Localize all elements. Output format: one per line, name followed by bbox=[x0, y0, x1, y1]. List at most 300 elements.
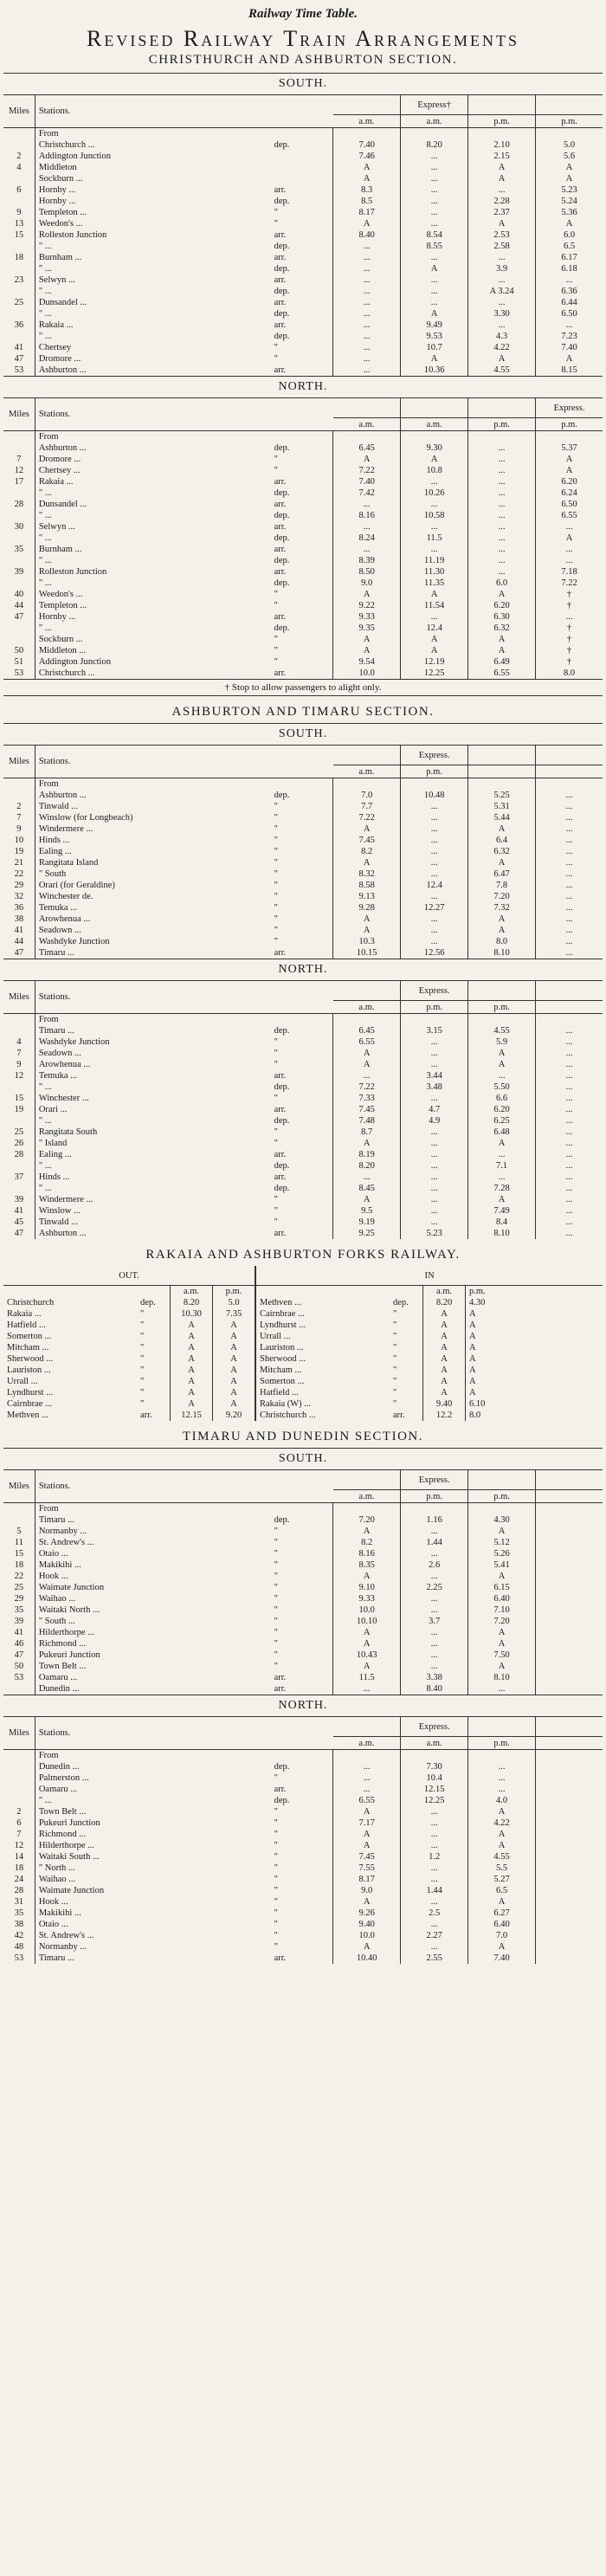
time-cell: 12.4 bbox=[401, 880, 468, 891]
station-name: Winchester de. bbox=[38, 892, 93, 901]
time-cell: 2.5 bbox=[401, 1908, 468, 1919]
time-cell: A bbox=[333, 1661, 401, 1672]
station-name: " South bbox=[38, 869, 67, 879]
time-cell: A bbox=[333, 173, 401, 184]
time-cell: ... bbox=[565, 881, 573, 890]
mileage-cell bbox=[3, 790, 35, 801]
mileage-cell: 46 bbox=[3, 1638, 35, 1650]
mileage-cell: 53 bbox=[3, 1953, 35, 1964]
table-row bbox=[3, 1571, 603, 1582]
table-row bbox=[3, 353, 603, 365]
time-cell: ... bbox=[401, 1048, 468, 1059]
arr-dep-cell: arr. bbox=[271, 229, 333, 241]
table-row bbox=[3, 263, 603, 274]
time-cell: 8.55 bbox=[401, 241, 468, 252]
time-cell: A bbox=[171, 1331, 213, 1342]
table-row bbox=[3, 1331, 603, 1342]
time-cell: ... bbox=[333, 263, 401, 274]
mileage-cell: 35 bbox=[3, 1908, 35, 1919]
station-name: Windermere ... bbox=[38, 1195, 93, 1204]
time-cell: 5.6 bbox=[563, 152, 576, 161]
time-cell: ... bbox=[401, 1205, 468, 1217]
time-cell: 10.0 bbox=[333, 1930, 401, 1941]
station-name: Rolleston Junction bbox=[38, 567, 107, 577]
table-row bbox=[3, 1750, 603, 1762]
time-cell bbox=[536, 1863, 603, 1874]
time-cell bbox=[333, 128, 401, 140]
time-cell: ... bbox=[401, 476, 468, 487]
time-cell: 7.0 bbox=[468, 1930, 536, 1941]
time-cell: ... bbox=[565, 522, 573, 532]
time-cell bbox=[536, 1795, 603, 1806]
time-cell: 8.20 bbox=[423, 1297, 466, 1308]
station-name: Tinwald ... bbox=[38, 802, 78, 811]
arr-dep-cell: arr. bbox=[271, 297, 333, 308]
time-cell: ... bbox=[565, 1082, 573, 1092]
time-cell bbox=[536, 1761, 603, 1772]
time-cell: ... bbox=[401, 218, 468, 229]
period-label: p.m. bbox=[468, 1737, 536, 1750]
station-name: Seadown ... bbox=[38, 1049, 81, 1058]
time-cell: A bbox=[468, 634, 536, 645]
table-row bbox=[3, 487, 603, 499]
station-name: Seadown ... bbox=[38, 926, 81, 935]
table-row bbox=[3, 139, 603, 151]
station-name: Hatfield ... bbox=[7, 1320, 46, 1330]
time-cell: 7.32 bbox=[468, 902, 536, 914]
station-name: " ... bbox=[38, 332, 52, 341]
arr-dep-cell: " bbox=[271, 1772, 333, 1784]
time-cell bbox=[536, 1514, 603, 1526]
time-cell: A bbox=[468, 645, 536, 656]
station-name: Selwyn ... bbox=[38, 275, 75, 285]
mileage-cell: 18 bbox=[3, 252, 35, 263]
mileage-cell bbox=[3, 1683, 35, 1695]
station-name: " ... bbox=[38, 1116, 52, 1126]
period-label: p.m. bbox=[468, 115, 536, 128]
station-name: St. Andrew's ... bbox=[38, 1538, 94, 1547]
time-cell: 7.45 bbox=[333, 1104, 401, 1115]
time-cell: ... bbox=[401, 1548, 468, 1559]
time-cell: 6.40 bbox=[468, 1919, 536, 1930]
mileage-cell: 40 bbox=[3, 589, 35, 600]
time-cell: 5.44 bbox=[468, 812, 536, 823]
time-cell: A bbox=[468, 823, 536, 835]
time-cell: A bbox=[333, 1840, 401, 1851]
time-cell: ... bbox=[565, 1172, 573, 1182]
table-row bbox=[3, 274, 603, 286]
period-row bbox=[3, 1286, 603, 1298]
leader-dots bbox=[365, 1353, 390, 1365]
timetable-block-b bbox=[0, 1430, 606, 1964]
arr-dep-cell: " bbox=[271, 823, 333, 835]
station-name: Christchurch ... bbox=[38, 668, 95, 678]
period-label bbox=[536, 1490, 603, 1503]
time-cell: A bbox=[468, 1571, 536, 1582]
time-cell: ... bbox=[333, 365, 401, 376]
table-row bbox=[3, 1081, 603, 1093]
leader-dots bbox=[113, 1387, 137, 1398]
time-cell: ... bbox=[401, 611, 468, 623]
time-cell: A bbox=[401, 308, 468, 320]
station-name: Waitaki South ... bbox=[38, 1852, 100, 1862]
time-cell: ... bbox=[565, 813, 573, 823]
time-cell: 11.19 bbox=[401, 555, 468, 566]
time-cell: A bbox=[469, 1377, 476, 1386]
station-name: Templeton ... bbox=[38, 208, 87, 217]
time-cell: 2.53 bbox=[468, 229, 536, 241]
station-name: Burnham ... bbox=[38, 253, 82, 262]
time-cell: A bbox=[468, 1661, 536, 1672]
time-cell: ... bbox=[468, 1683, 536, 1695]
table-row bbox=[3, 1104, 603, 1115]
table-header-row bbox=[3, 1266, 603, 1286]
mileage-cell: 25 bbox=[3, 297, 35, 308]
mileage-cell bbox=[3, 578, 35, 589]
mileage-cell bbox=[3, 1115, 35, 1127]
station-name: Dunedin ... bbox=[38, 1684, 80, 1694]
mileage-cell: 31 bbox=[3, 1896, 35, 1908]
station-name: Ashburton ... bbox=[38, 365, 87, 375]
time-cell: 11.30 bbox=[401, 566, 468, 578]
time-cell: 10.30 bbox=[171, 1308, 213, 1320]
time-cell: ... bbox=[333, 1761, 401, 1772]
time-cell: ... bbox=[565, 545, 573, 554]
arr-dep-cell: arr. bbox=[271, 274, 333, 286]
mileage-cell: 5 bbox=[3, 1526, 35, 1537]
time-cell bbox=[536, 431, 603, 443]
arr-dep-cell: arr. bbox=[271, 544, 333, 555]
mileage-cell: 6 bbox=[3, 184, 35, 196]
time-cell: 6.55 bbox=[468, 668, 536, 679]
time-cell: ... bbox=[401, 286, 468, 297]
time-cell: ... bbox=[401, 499, 468, 510]
time-cell: ... bbox=[565, 892, 573, 901]
time-cell: ... bbox=[401, 162, 468, 173]
table-row bbox=[3, 342, 603, 353]
mileage-cell: 29 bbox=[3, 880, 35, 891]
arr-dep-cell: " bbox=[271, 1885, 333, 1896]
leader-dots bbox=[365, 1365, 390, 1376]
timetable bbox=[3, 95, 603, 376]
arr-dep-cell: " bbox=[390, 1387, 423, 1398]
table-row bbox=[3, 1840, 603, 1851]
mileage-cell: 53 bbox=[3, 365, 35, 376]
train-column-header bbox=[333, 95, 401, 115]
table-row bbox=[3, 1953, 603, 1964]
time-cell: ... bbox=[565, 824, 573, 834]
time-cell: ... bbox=[333, 320, 401, 331]
time-cell: 4.22 bbox=[468, 1817, 536, 1829]
arr-dep-cell: arr. bbox=[271, 1104, 333, 1115]
train-column-header bbox=[333, 746, 401, 765]
mileage-cell bbox=[3, 1795, 35, 1806]
time-cell: ... bbox=[333, 331, 401, 342]
time-cell: 7.1 bbox=[468, 1160, 536, 1172]
time-cell: 8.2 bbox=[333, 1537, 401, 1548]
arr-dep-cell: " bbox=[137, 1308, 171, 1320]
mileage-cell: 17 bbox=[3, 476, 35, 487]
station-name: Urrall ... bbox=[7, 1377, 38, 1386]
time-cell: ... bbox=[401, 196, 468, 207]
station-name: Methven ... bbox=[260, 1298, 301, 1307]
station-name: St. Andrew's ... bbox=[38, 1931, 94, 1940]
table-row bbox=[3, 1930, 603, 1941]
time-cell: ... bbox=[468, 1149, 536, 1160]
time-cell: ... bbox=[401, 925, 468, 936]
arr-dep-cell: arr. bbox=[271, 947, 333, 959]
time-cell: ... bbox=[565, 1105, 573, 1114]
station-name: Town Belt ... bbox=[38, 1807, 87, 1817]
arr-dep-cell: " bbox=[390, 1365, 423, 1376]
train-column-header: Express. bbox=[401, 981, 468, 1001]
time-cell: 6.55 bbox=[333, 1795, 401, 1806]
arr-dep-cell: dep. bbox=[271, 331, 333, 342]
leader-dots bbox=[113, 1297, 137, 1308]
time-cell: 9.28 bbox=[333, 902, 401, 914]
arr-dep-cell: arr. bbox=[271, 365, 333, 376]
time-cell: ... bbox=[401, 1840, 468, 1851]
table-header-row bbox=[3, 981, 603, 1001]
mileage-cell bbox=[3, 263, 35, 274]
arr-dep-cell: " bbox=[271, 1036, 333, 1048]
table-row bbox=[3, 1559, 603, 1571]
time-cell: 7.48 bbox=[333, 1115, 401, 1127]
station-name: Christchurch bbox=[7, 1298, 55, 1307]
timetable bbox=[3, 398, 603, 679]
time-cell: 5.24 bbox=[561, 197, 577, 206]
time-cell bbox=[333, 1503, 401, 1515]
period-label: p.m. bbox=[401, 1001, 468, 1014]
arr-dep-cell: " bbox=[271, 868, 333, 880]
station-name: " ... bbox=[38, 533, 52, 543]
time-cell: 2.27 bbox=[401, 1930, 468, 1941]
time-cell: 8.50 bbox=[333, 566, 401, 578]
arr-dep-cell: dep. bbox=[271, 286, 333, 297]
arr-dep-cell: " bbox=[271, 902, 333, 914]
time-cell: 10.8 bbox=[401, 465, 468, 476]
time-cell: A bbox=[333, 1194, 401, 1205]
time-cell bbox=[468, 1503, 536, 1515]
table-row bbox=[3, 1683, 603, 1695]
mileage-cell: 39 bbox=[3, 566, 35, 578]
time-cell: ... bbox=[468, 1761, 536, 1772]
station-name: " ... bbox=[38, 264, 52, 274]
mileage-cell: 38 bbox=[3, 1919, 35, 1930]
time-cell: A bbox=[171, 1376, 213, 1387]
time-cell: 7.49 bbox=[468, 1205, 536, 1217]
train-column-header: Express. bbox=[401, 746, 468, 765]
time-cell: A bbox=[469, 1343, 476, 1353]
time-cell: 6.24 bbox=[561, 488, 577, 498]
time-cell: 2.37 bbox=[468, 207, 536, 218]
table-row bbox=[3, 521, 603, 533]
time-cell: 7.45 bbox=[333, 835, 401, 846]
table-row bbox=[3, 1548, 603, 1559]
arr-dep-cell bbox=[271, 162, 333, 173]
table-row bbox=[3, 499, 603, 510]
period-label: a.m. bbox=[333, 1737, 401, 1750]
time-cell: 8.4 bbox=[468, 1217, 536, 1228]
time-cell: 3.38 bbox=[401, 1672, 468, 1683]
time-cell: 8.10 bbox=[468, 1672, 536, 1683]
time-cell: ... bbox=[401, 151, 468, 162]
mileage-cell: 18 bbox=[3, 1863, 35, 1874]
time-cell: 5.27 bbox=[468, 1874, 536, 1885]
arr-dep-cell: " bbox=[271, 1205, 333, 1217]
arr-dep-cell: " bbox=[271, 812, 333, 823]
time-cell: ... bbox=[468, 476, 536, 487]
time-cell: A bbox=[423, 1320, 466, 1331]
period-label: a.m. bbox=[333, 115, 401, 128]
time-cell: A bbox=[333, 218, 401, 229]
time-cell: ... bbox=[468, 555, 536, 566]
time-cell bbox=[536, 1806, 603, 1817]
station-name: Lyndhurst ... bbox=[7, 1388, 54, 1398]
time-cell: A bbox=[468, 1896, 536, 1908]
direction-title: SOUTH. bbox=[3, 723, 603, 746]
station-name: Addington Junction bbox=[38, 152, 111, 161]
stations-header: Stations. bbox=[35, 746, 332, 778]
train-column-header bbox=[536, 746, 603, 765]
arr-dep-cell: " bbox=[271, 846, 333, 857]
time-cell: ... bbox=[565, 1060, 573, 1069]
table-row bbox=[3, 925, 603, 936]
station-name: Lauriston ... bbox=[260, 1343, 304, 1353]
timetable bbox=[3, 746, 603, 959]
time-cell: 4.55 bbox=[468, 365, 536, 376]
table-row bbox=[3, 668, 603, 679]
time-cell: 9.20 bbox=[213, 1410, 256, 1421]
train-column-header bbox=[333, 398, 401, 418]
time-cell: ... bbox=[468, 1784, 536, 1795]
time-cell: 9.40 bbox=[423, 1398, 466, 1410]
station-name: Lyndhurst ... bbox=[260, 1320, 306, 1330]
time-cell: 8.20 bbox=[401, 139, 468, 151]
time-cell: 7.42 bbox=[333, 487, 401, 499]
time-cell: 7.40 bbox=[561, 343, 577, 352]
mileage-cell: 45 bbox=[3, 1217, 35, 1228]
time-cell: 9.53 bbox=[401, 331, 468, 342]
mileage-cell: 15 bbox=[3, 229, 35, 241]
time-cell: 5.0 bbox=[563, 140, 576, 150]
miles-header: Miles bbox=[3, 981, 35, 1014]
time-cell: ... bbox=[401, 1036, 468, 1048]
time-cell: 5.12 bbox=[468, 1537, 536, 1548]
arr-dep-cell: " bbox=[271, 1661, 333, 1672]
station-name: Ashburton ... bbox=[38, 1229, 87, 1238]
station-name: Oamaru ... bbox=[38, 1785, 78, 1794]
time-cell: 7.23 bbox=[561, 332, 577, 341]
time-cell: ... bbox=[565, 320, 573, 330]
station-name: Rakaia (W) ... bbox=[260, 1399, 312, 1409]
time-cell bbox=[401, 431, 468, 443]
time-cell: A bbox=[468, 857, 536, 868]
time-cell bbox=[536, 1851, 603, 1863]
train-column-header bbox=[536, 1470, 603, 1490]
time-cell: 8.24 bbox=[333, 533, 401, 544]
time-cell: ... bbox=[468, 487, 536, 499]
arr-dep-cell: " bbox=[271, 342, 333, 353]
arr-dep-cell: " bbox=[271, 1908, 333, 1919]
table-row bbox=[3, 846, 603, 857]
time-cell bbox=[401, 1503, 468, 1515]
table-row bbox=[3, 868, 603, 880]
arr-dep-cell: arr. bbox=[271, 1070, 333, 1081]
arr-dep-cell: " bbox=[271, 1059, 333, 1070]
time-cell: 6.36 bbox=[561, 287, 577, 296]
mileage-cell: 28 bbox=[3, 499, 35, 510]
time-cell: 9.10 bbox=[333, 1582, 401, 1593]
mileage-cell: 47 bbox=[3, 611, 35, 623]
time-cell: ... bbox=[401, 1149, 468, 1160]
train-column-header: Express. bbox=[401, 1470, 468, 1490]
arr-dep-cell: " bbox=[271, 1127, 333, 1138]
time-cell: 6.44 bbox=[561, 298, 577, 307]
station-name: Urrall ... bbox=[260, 1332, 291, 1341]
time-cell: 8.35 bbox=[333, 1559, 401, 1571]
time-cell: ... bbox=[333, 286, 401, 297]
table-row bbox=[3, 634, 603, 645]
time-cell: ... bbox=[401, 801, 468, 812]
time-cell: 5.50 bbox=[468, 1081, 536, 1093]
time-cell: A bbox=[468, 925, 536, 936]
arr-dep-cell: dep. bbox=[271, 510, 333, 521]
time-cell: A bbox=[468, 589, 536, 600]
time-cell: ... bbox=[401, 207, 468, 218]
time-cell: 7.20 bbox=[333, 1514, 401, 1526]
time-cell: ... bbox=[468, 184, 536, 196]
time-cell: A bbox=[333, 645, 401, 656]
time-cell: A bbox=[213, 1376, 256, 1387]
arr-dep-cell: " bbox=[271, 1930, 333, 1941]
mileage-cell: 38 bbox=[3, 914, 35, 925]
time-cell: A bbox=[333, 634, 401, 645]
time-cell: A bbox=[469, 1320, 476, 1330]
table-row bbox=[3, 1627, 603, 1638]
station-name: " ... bbox=[38, 488, 52, 498]
time-cell bbox=[536, 1014, 603, 1026]
time-cell bbox=[536, 1593, 603, 1604]
table-row bbox=[3, 578, 603, 589]
arr-dep-cell: arr. bbox=[271, 476, 333, 487]
time-cell: 12.25 bbox=[401, 1795, 468, 1806]
time-cell: ... bbox=[333, 274, 401, 286]
time-cell: 6.20 bbox=[468, 600, 536, 611]
mileage-cell: 15 bbox=[3, 1548, 35, 1559]
time-cell: ... bbox=[401, 544, 468, 555]
time-cell bbox=[468, 1750, 536, 1762]
time-cell: ... bbox=[401, 1661, 468, 1672]
time-cell: 8.40 bbox=[333, 229, 401, 241]
time-cell: ... bbox=[401, 857, 468, 868]
leader-dots bbox=[365, 1331, 390, 1342]
mileage-cell: 28 bbox=[3, 1149, 35, 1160]
table-row bbox=[3, 1115, 603, 1127]
period-label: p.m. bbox=[468, 1001, 536, 1014]
time-cell: 7.7 bbox=[333, 801, 401, 812]
time-cell: A bbox=[468, 1526, 536, 1537]
station-name: Rakaia ... bbox=[7, 1309, 42, 1319]
arr-dep-cell: arr. bbox=[390, 1410, 423, 1421]
time-cell bbox=[536, 1548, 603, 1559]
mileage-cell: 14 bbox=[3, 1851, 35, 1863]
arr-dep-cell: " bbox=[271, 1863, 333, 1874]
time-cell: A bbox=[333, 1048, 401, 1059]
station-name: Pukeuri Junction bbox=[38, 1650, 100, 1660]
arr-dep-cell: " bbox=[271, 1817, 333, 1829]
time-cell: ... bbox=[333, 1070, 401, 1081]
